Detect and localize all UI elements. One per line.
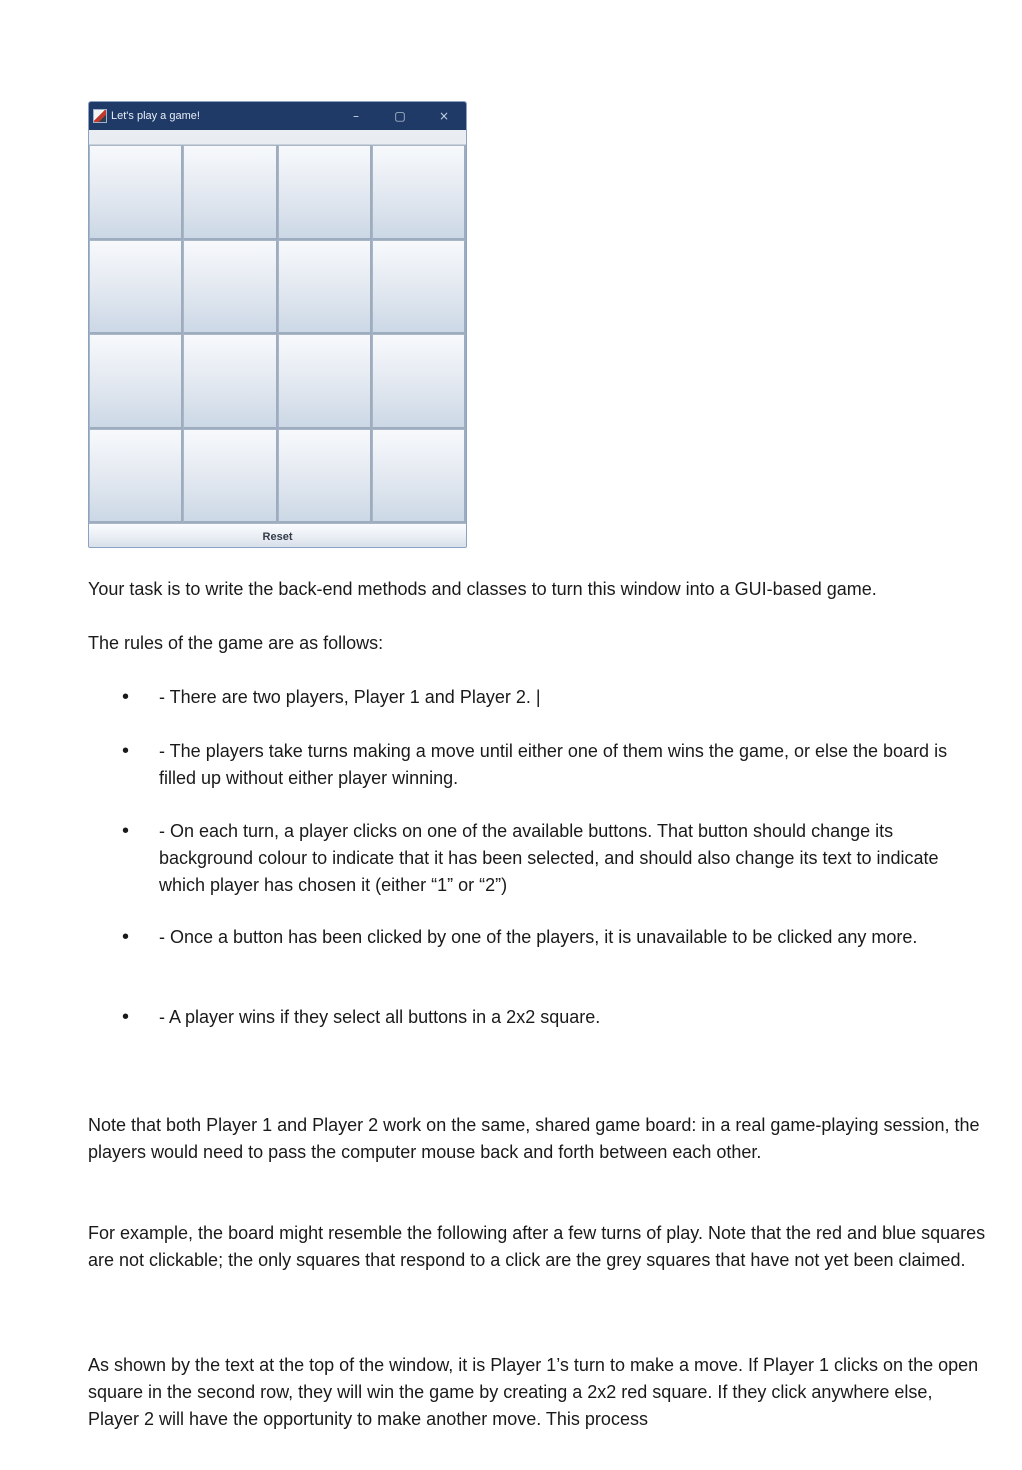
turn-info-paragraph: As shown by the text at the top of the window, it is Player 1’s turn to make a move. If Player 1 clicks on the open square in the second row, they will win the game by creating a 2x2 red square. If they click anywhere else, Player 2 will have the opportunity to make another move. This process — [88, 1355, 979, 1429]
board-cell[interactable] — [183, 334, 277, 429]
intro-paragraph: Your task is to write the back-end methods and classes to turn this window into a GUI-based game. — [88, 579, 877, 599]
window-controls — [334, 102, 466, 130]
board-cell[interactable] — [89, 240, 183, 335]
window-title: Let's play a game! — [111, 110, 200, 122]
reset-button[interactable]: Reset — [89, 523, 466, 548]
board-cell[interactable] — [372, 240, 466, 335]
board-cell[interactable] — [183, 145, 277, 240]
bullet-icon: • — [122, 926, 130, 948]
rule-text: - A player wins if they select all buttons in a 2x2 square. — [159, 1007, 601, 1027]
board-cell[interactable] — [89, 334, 183, 429]
board-cell[interactable] — [372, 429, 466, 524]
board-cell[interactable] — [278, 145, 372, 240]
minimize-icon[interactable]: – — [353, 109, 359, 123]
rule-text: - On each turn, a player clicks on one of the available buttons. That button should change its background colour to indicate that it has been selected, and should also change its text to indicate which player has chosen it (either “1” or “2”) — [159, 821, 939, 895]
maximize-icon[interactable]: ▢ — [394, 109, 406, 123]
bullet-icon: • — [122, 1006, 130, 1028]
note-paragraph: Note that both Player 1 and Player 2 work on the same, shared game board: in a real game-playing session, the players would need to pass the computer mouse back and forth between each other. — [88, 1115, 980, 1162]
status-strip — [89, 130, 466, 145]
board-cell[interactable] — [183, 429, 277, 524]
game-board — [89, 145, 466, 523]
bullet-icon: • — [122, 686, 130, 708]
example-paragraph: For example, the board might resemble the following after a few turns of play. Note that the red and blue squares are not clickable; the only squares that respond to a click are the grey squares that have not yet been claimed. — [88, 1223, 986, 1270]
board-cell[interactable] — [278, 240, 372, 335]
bullet-icon: • — [122, 820, 130, 842]
window-titlebar[interactable] — [89, 102, 466, 130]
board-cell[interactable] — [183, 240, 277, 335]
bullet-icon: • — [122, 740, 130, 762]
board-cell[interactable] — [89, 429, 183, 524]
java-app-icon — [93, 109, 107, 123]
board-cell[interactable] — [89, 145, 183, 240]
rule-text: - The players take turns making a move until either one of them wins the game, or else the board is filled up without either player winning. — [159, 741, 948, 788]
rules-heading: The rules of the game are as follows: — [88, 633, 384, 653]
board-cell[interactable] — [278, 334, 372, 429]
board-cell[interactable] — [372, 145, 466, 240]
rule-text: - Once a button has been clicked by one of the players, it is unavailable to be clicked any more. — [159, 927, 918, 947]
game-window — [88, 101, 467, 548]
close-icon[interactable]: × — [438, 109, 450, 123]
board-cell[interactable] — [372, 334, 466, 429]
rule-text: - There are two players, Player 1 and Player 2. | — [159, 687, 541, 707]
board-cell[interactable] — [278, 429, 372, 524]
